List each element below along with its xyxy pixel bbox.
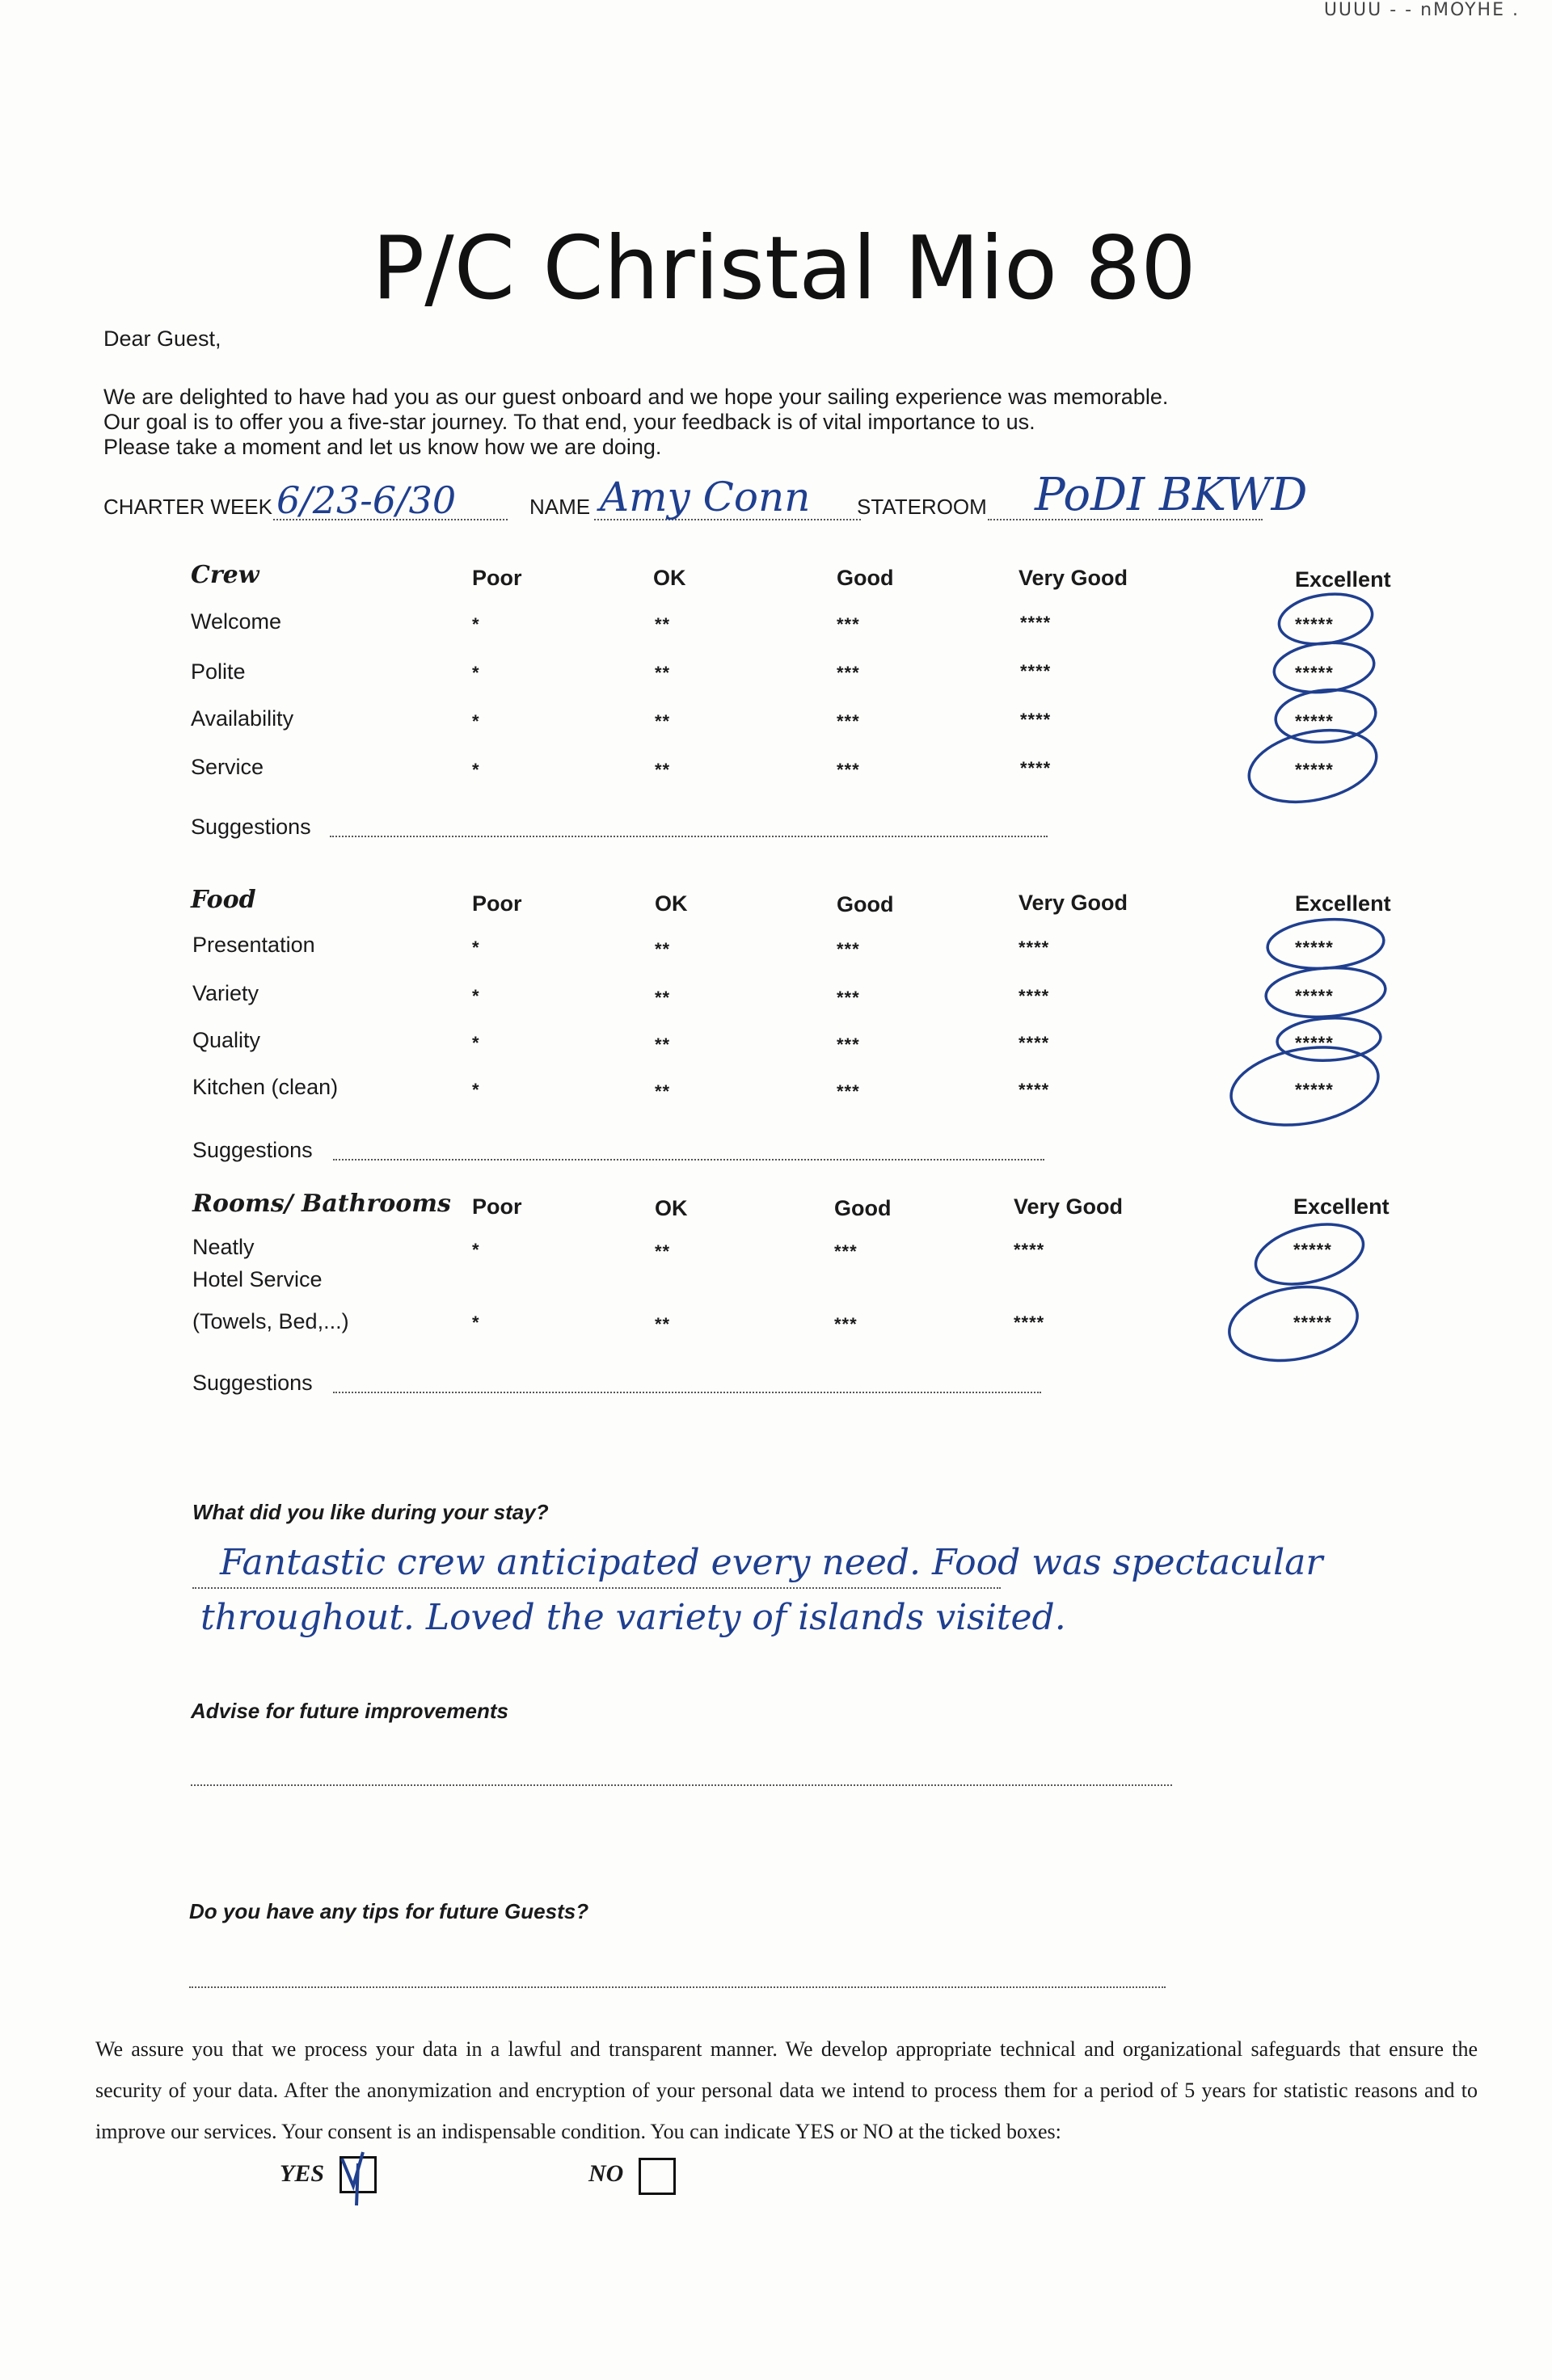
rating-poor[interactable]: * [472,1312,480,1333]
section-title-food: Food [191,886,256,914]
col-head-poor: Poor [472,566,522,590]
col-head-ok: OK [653,566,686,590]
name-label: NAME [529,495,591,519]
rating-very-good[interactable]: **** [1020,613,1052,633]
selection-circle [1242,719,1383,812]
rating-very-good[interactable]: **** [1018,937,1050,958]
rating-ok[interactable]: ** [655,760,671,780]
question-liked: What did you like during your stay? [192,1500,549,1524]
rating-ok[interactable]: ** [655,711,671,731]
row-label-welcome: Welcome [191,609,282,634]
col-head-ok: OK [655,1196,688,1220]
rating-good[interactable]: *** [837,614,860,634]
rating-good[interactable]: *** [837,1034,860,1055]
suggestions-label: Suggestions [191,815,311,839]
selection-circle [1266,916,1385,972]
row-label-hotel-service: Hotel Service [192,1267,323,1291]
rating-excellent[interactable]: ***** [1295,1033,1334,1053]
row-label-presentation: Presentation [192,933,315,957]
intro-line: We are delighted to have had you as our guest onboard and we hope your sailing experience was memorable. [103,385,1169,409]
rating-ok[interactable]: ** [655,988,671,1008]
rating-poor[interactable]: * [472,711,480,731]
rating-very-good[interactable]: **** [1018,1033,1050,1053]
rating-excellent[interactable]: ***** [1295,937,1334,958]
rating-poor[interactable]: * [472,663,480,683]
rating-ok[interactable]: ** [655,1081,671,1102]
rating-good[interactable]: *** [837,1081,860,1102]
corner-mark: UUUU - - nMOYHE . [1323,0,1520,20]
form-title: P/C Christal Mio 80 [372,218,1196,319]
selection-circle [1225,1037,1384,1136]
col-head-ok: OK [655,891,688,916]
selection-circle [1264,964,1387,1021]
check-mark-icon [335,2147,384,2204]
rating-excellent[interactable]: ***** [1295,711,1334,731]
rating-poor[interactable]: * [472,1033,480,1053]
consent-text: We assure you that we process your data in a lawful and transparent manner. We develop appropriate technical and organizational safeguards that ensure the security of your data. After the anonymization and encryption of your personal data we intend to process them for a period of 5 years for statistic reasons and to improve our services. Your consent is an indispensable condition. You can indicate YES or NO at the ticked boxes: [95,2037,1478,2143]
col-head-good: Good [837,892,894,916]
rating-very-good[interactable]: **** [1020,710,1052,730]
rating-very-good[interactable]: **** [1014,1312,1045,1333]
yes-label: YES [280,2160,325,2187]
rating-ok[interactable]: ** [655,1034,671,1055]
rating-poor[interactable]: * [472,1240,480,1260]
rating-excellent[interactable]: ***** [1293,1312,1332,1333]
intro-line: Please take a moment and let us know how we are doing. [103,435,662,459]
rating-ok[interactable]: ** [655,1314,671,1334]
charter-week-value[interactable]: 6/23-6/30 [276,478,457,522]
suggestions-label: Suggestions [192,1138,313,1162]
col-head-good: Good [834,1196,892,1220]
rating-good[interactable]: *** [837,988,860,1008]
row-label-polite: Polite [191,659,246,684]
suggestions-label: Suggestions [192,1371,313,1395]
stateroom-value[interactable]: PoDI BKWD [1035,469,1308,521]
row-label-neatly: Neatly [192,1235,255,1259]
answer-liked-line2[interactable]: throughout. Loved the variety of islands visited. [200,1597,1066,1638]
no-checkbox[interactable] [639,2158,676,2195]
col-head-poor: Poor [472,891,522,916]
rating-poor[interactable]: * [472,986,480,1006]
answer-line [192,1586,1001,1589]
rating-good[interactable]: *** [837,939,860,959]
greeting: Dear Guest, [103,326,221,351]
rating-excellent[interactable]: ***** [1295,986,1334,1006]
col-head-good: Good [837,566,894,590]
section-title-rooms: Rooms/ Bathrooms [192,1190,451,1218]
rating-good[interactable]: *** [834,1314,858,1334]
col-head-excellent: Excellent [1293,1194,1390,1219]
rating-ok[interactable]: ** [655,1241,671,1262]
rating-very-good[interactable]: **** [1018,1080,1050,1100]
rating-ok[interactable]: ** [655,614,671,634]
col-head-poor: Poor [472,1194,522,1219]
rating-very-good[interactable]: **** [1020,758,1052,778]
name-value[interactable]: Amy Conn [600,474,811,520]
row-label-quality: Quality [192,1028,261,1052]
selection-circle [1250,1215,1369,1295]
rating-good[interactable]: *** [837,760,860,780]
stateroom-label: STATEROOM [857,495,987,519]
rating-good[interactable]: *** [837,711,860,731]
rating-ok[interactable]: ** [655,939,671,959]
no-label: NO [588,2160,624,2187]
rating-very-good[interactable]: **** [1014,1240,1045,1260]
row-label-kitchen: Kitchen (clean) [192,1075,339,1099]
rating-very-good[interactable]: **** [1018,986,1050,1006]
row-label-variety: Variety [192,981,259,1005]
rating-excellent[interactable]: ***** [1295,760,1334,780]
tips-line[interactable] [189,1985,1166,1988]
rating-good[interactable]: *** [834,1241,858,1262]
rating-poor[interactable]: * [472,760,480,780]
col-head-very-good: Very Good [1018,891,1128,915]
row-label-service: Service [191,755,264,779]
improvements-line[interactable] [191,1783,1172,1786]
charter-week-label: CHARTER WEEK [103,495,272,519]
rating-poor[interactable]: * [472,1080,480,1100]
rating-excellent[interactable]: ***** [1293,1240,1332,1260]
rating-very-good[interactable]: **** [1020,661,1052,681]
col-head-very-good: Very Good [1014,1194,1124,1219]
question-improvements: Advise for future improvements [191,1699,508,1723]
selection-circle [1224,1278,1364,1370]
rating-excellent[interactable]: ***** [1295,1080,1334,1100]
selection-circle [1276,588,1375,650]
rating-ok[interactable]: ** [655,663,671,683]
col-head-excellent: Excellent [1295,891,1391,916]
col-head-excellent: Excellent [1295,567,1391,592]
selection-circle [1272,638,1377,697]
row-label-availability: Availability [191,706,294,731]
yes-checkbox[interactable] [340,2156,377,2193]
row-label-towels-bed: (Towels, Bed,...) [192,1309,349,1333]
rating-poor[interactable]: * [472,614,480,634]
col-head-very-good: Very Good [1018,566,1128,590]
question-tips: Do you have any tips for future Guests? [189,1899,589,1923]
rating-poor[interactable]: * [472,937,480,958]
answer-liked-line1[interactable]: Fantastic crew anticipated every need. Food was spectacular [220,1542,1323,1583]
section-title-crew: Crew [191,561,259,589]
rating-excellent[interactable]: ***** [1295,663,1334,683]
intro-line: Our goal is to offer you a five-star journey. To that end, your feedback is of vital importance to us. [103,410,1035,434]
rating-excellent[interactable]: ***** [1295,614,1334,634]
rating-good[interactable]: *** [837,663,860,683]
